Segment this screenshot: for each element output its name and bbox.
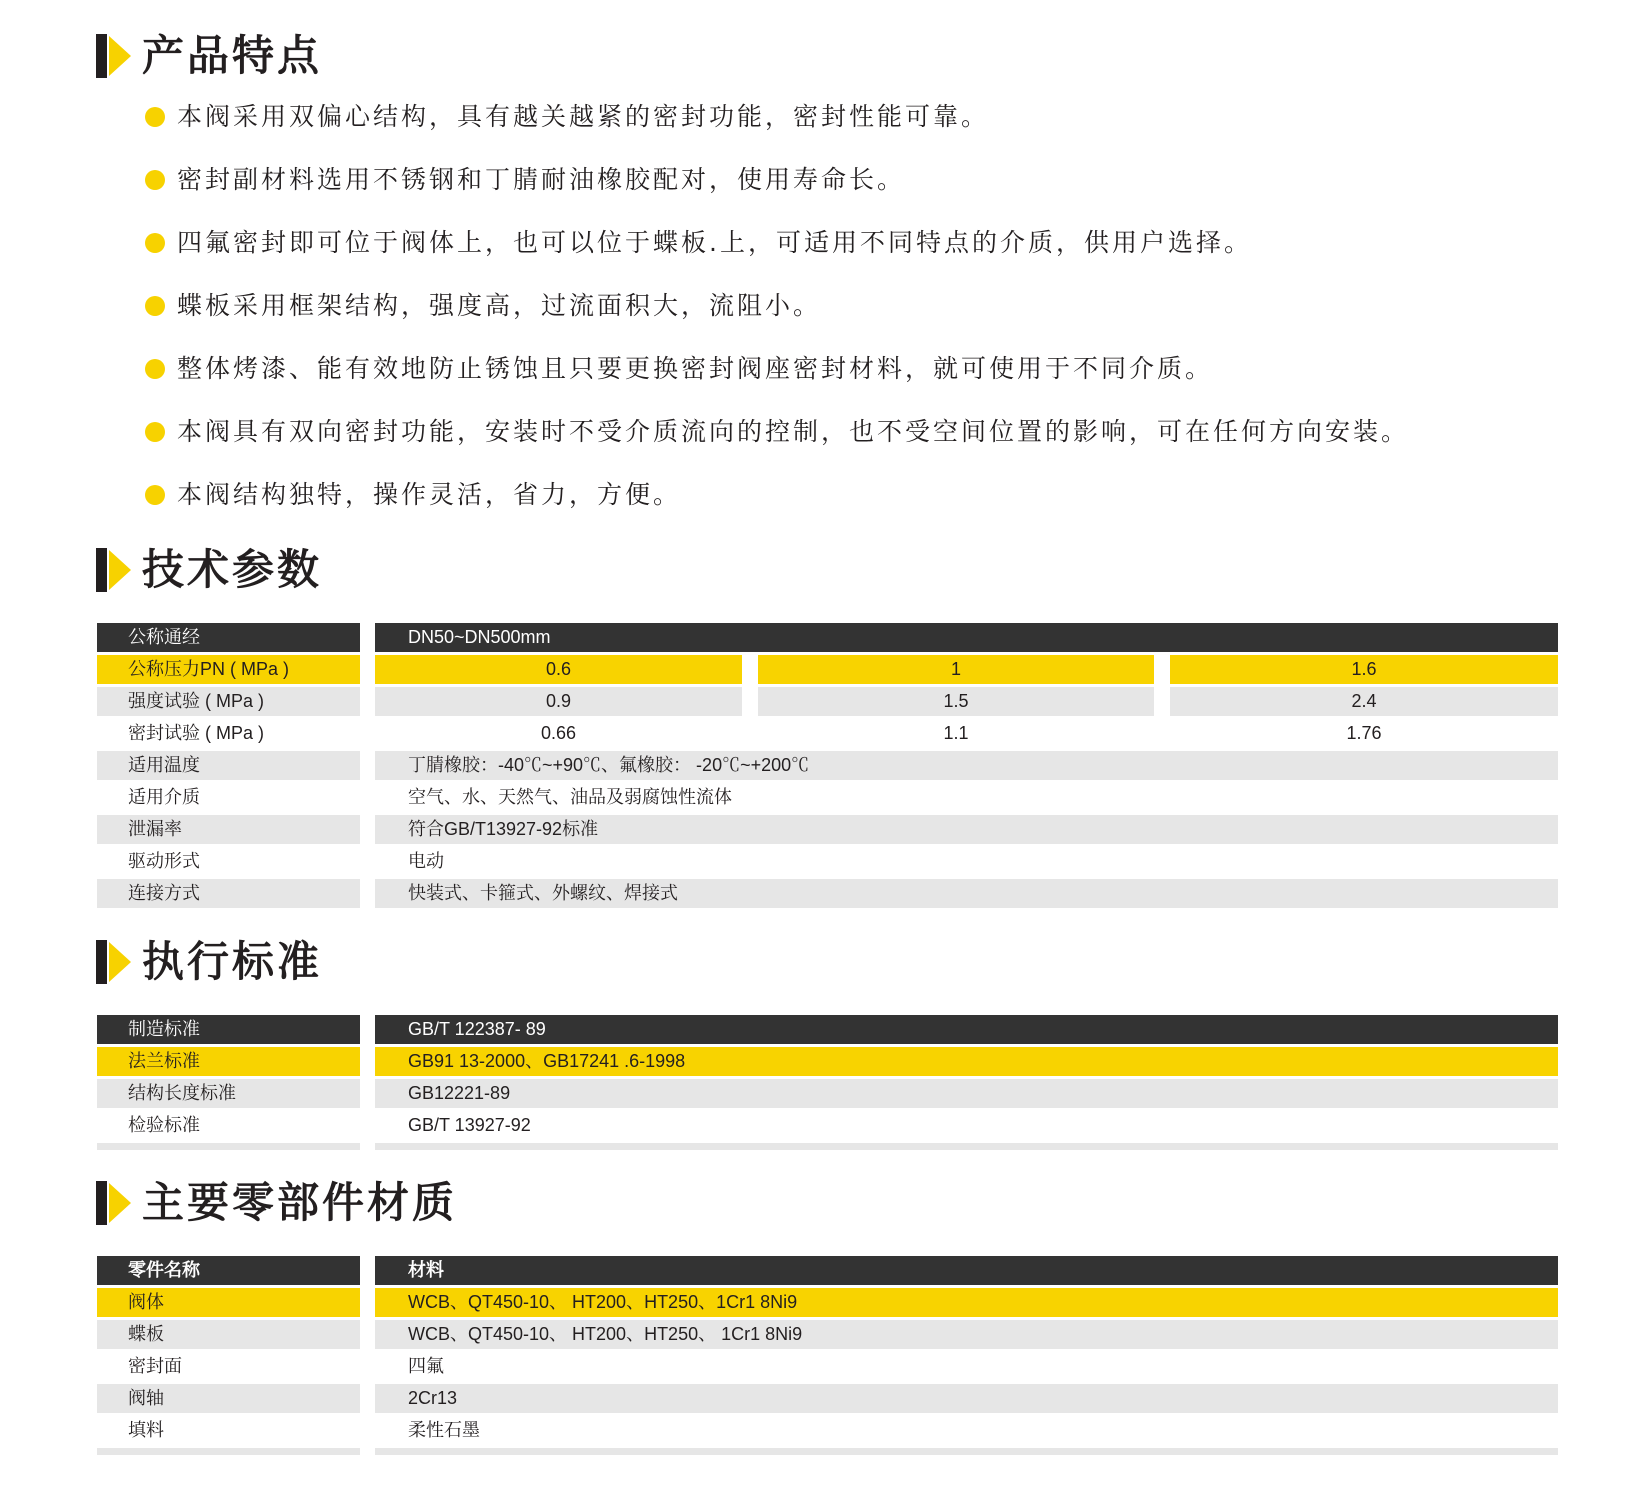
table-row bbox=[97, 687, 1558, 719]
feature-item bbox=[145, 159, 1409, 222]
table-row bbox=[97, 1384, 1558, 1416]
table-row bbox=[97, 1047, 1558, 1079]
section-marker-icon bbox=[96, 34, 136, 78]
feature-item bbox=[145, 96, 1409, 159]
features-list bbox=[145, 96, 1409, 537]
param-value-pn-col1: 0.6 bbox=[375, 655, 742, 684]
part-material: WCB、QT450-10、 HT200、HT250、 1Cr1 8Ni9 bbox=[375, 1320, 1558, 1349]
part-material: 柔性石墨 bbox=[375, 1416, 1558, 1445]
param-label: 连接方式 bbox=[97, 879, 360, 908]
feature-item bbox=[145, 285, 1409, 348]
table-row bbox=[97, 751, 1558, 783]
param-value-col3: 1.76 bbox=[1170, 719, 1558, 748]
table-row bbox=[97, 1288, 1558, 1320]
part-name: 蝶板 bbox=[97, 1320, 360, 1349]
feature-item bbox=[145, 222, 1409, 285]
param-value-pn-col2: 1 bbox=[758, 655, 1154, 684]
part-name: 阀轴 bbox=[97, 1384, 360, 1413]
bullet-icon bbox=[145, 485, 165, 505]
param-value: DN50~DN500mm bbox=[375, 623, 1558, 652]
feature-text: 整体烤漆、能有效地防止锈蚀且只要更换密封阀座密封材料，就可使用于不同介质。 bbox=[177, 354, 1214, 383]
param-value: 空气、水、天然气、油品及弱腐蚀性流体 bbox=[375, 783, 1558, 812]
table-row bbox=[97, 1079, 1558, 1111]
table-row bbox=[97, 1416, 1558, 1448]
table-row bbox=[97, 1320, 1558, 1352]
table-row bbox=[97, 623, 1558, 655]
feature-item bbox=[145, 348, 1409, 411]
feature-item bbox=[145, 474, 1409, 537]
table-row bbox=[97, 815, 1558, 847]
param-value-col2: 1.5 bbox=[758, 687, 1154, 716]
standard-value: GB/T 122387- 89 bbox=[375, 1015, 1558, 1044]
features-title: 产品特点 bbox=[142, 31, 323, 80]
bullet-icon bbox=[145, 296, 165, 316]
table-bottom-rule bbox=[97, 1448, 1558, 1455]
table-row bbox=[97, 719, 1558, 751]
tech-title: 技术参数 bbox=[142, 545, 323, 594]
section-marker-icon bbox=[96, 1181, 136, 1225]
materials-title: 主要零部件材质 bbox=[142, 1178, 458, 1227]
table-bottom-rule bbox=[97, 1143, 1558, 1150]
feature-item bbox=[145, 411, 1409, 474]
param-value-col1: 0.9 bbox=[375, 687, 742, 716]
feature-text: 密封副材料选用不锈钢和丁腈耐油橡胶配对，使用寿命长。 bbox=[177, 165, 906, 194]
part-material: 2Cr13 bbox=[375, 1384, 1558, 1413]
table-row bbox=[97, 847, 1558, 879]
part-name: 密封面 bbox=[97, 1352, 360, 1381]
part-material: WCB、QT450-10、 HT200、HT250、1Cr1 8Ni9 bbox=[375, 1288, 1558, 1317]
param-label: 泄漏率 bbox=[97, 815, 360, 844]
section-marker-icon bbox=[96, 548, 136, 592]
feature-text: 蝶板采用框架结构，强度高，过流面积大，流阻小。 bbox=[177, 291, 822, 320]
bullet-icon bbox=[145, 422, 165, 442]
section-marker-icon bbox=[96, 940, 136, 984]
header-material: 材料 bbox=[375, 1256, 1558, 1285]
param-value-pn-col3: 1.6 bbox=[1170, 655, 1558, 684]
header-part-name: 零件名称 bbox=[97, 1256, 360, 1285]
table-header-row bbox=[97, 1256, 1558, 1288]
param-value-col2: 1.1 bbox=[758, 719, 1154, 748]
feature-text: 四氟密封即可位于阀体上，也可以位于蝶板.上，可适用不同特点的介质，供用户选择。 bbox=[177, 228, 1252, 257]
standard-label: 法兰标准 bbox=[97, 1047, 360, 1076]
param-label: 公称通经 bbox=[97, 623, 360, 652]
standard-label: 检验标准 bbox=[97, 1111, 360, 1140]
param-label: 公称压力PN ( MPa ) bbox=[97, 655, 360, 684]
materials-table bbox=[97, 1256, 1558, 1455]
table-row bbox=[97, 655, 1558, 687]
param-value-col3: 2.4 bbox=[1170, 687, 1558, 716]
part-name: 填料 bbox=[97, 1416, 360, 1445]
param-label: 驱动形式 bbox=[97, 847, 360, 876]
tech-section-heading bbox=[96, 544, 322, 596]
features-section-heading bbox=[96, 30, 322, 82]
standard-value: GB/T 13927-92 bbox=[375, 1111, 1558, 1140]
table-row bbox=[97, 1352, 1558, 1384]
table-row bbox=[97, 783, 1558, 815]
bullet-icon bbox=[145, 233, 165, 253]
materials-section-heading bbox=[96, 1177, 457, 1229]
param-label: 强度试验 ( MPa ) bbox=[97, 687, 360, 716]
table-row bbox=[97, 1015, 1558, 1047]
feature-text: 本阀采用双偏心结构，具有越关越紧的密封功能，密封性能可靠。 bbox=[177, 102, 990, 131]
param-value: 丁腈橡胶：-40℃~+90℃、氟橡胶： -20℃~+200℃ bbox=[375, 751, 1558, 780]
tech-params-table bbox=[97, 623, 1558, 911]
bullet-icon bbox=[145, 170, 165, 190]
feature-text: 本阀结构独特，操作灵活，省力，方便。 bbox=[177, 480, 682, 509]
feature-text: 本阀具有双向密封功能，安装时不受介质流向的控制，也不受空间位置的影响，可在任何方向安装。 bbox=[177, 417, 1410, 446]
standards-title: 执行标准 bbox=[142, 937, 323, 986]
param-label: 适用介质 bbox=[97, 783, 360, 812]
standards-table bbox=[97, 1015, 1558, 1150]
param-value: 快装式、卡箍式、外螺纹、焊接式 bbox=[375, 879, 1558, 908]
bullet-icon bbox=[145, 107, 165, 127]
bullet-icon bbox=[145, 359, 165, 379]
part-name: 阀体 bbox=[97, 1288, 360, 1317]
param-label: 适用温度 bbox=[97, 751, 360, 780]
param-value-col1: 0.66 bbox=[375, 719, 742, 748]
table-row bbox=[97, 879, 1558, 911]
standard-label: 结构长度标准 bbox=[97, 1079, 360, 1108]
param-label: 密封试验 ( MPa ) bbox=[97, 719, 360, 748]
part-material: 四氟 bbox=[375, 1352, 1558, 1381]
param-value: 符合GB/T13927-92标准 bbox=[375, 815, 1558, 844]
standard-label: 制造标准 bbox=[97, 1015, 360, 1044]
standards-section-heading bbox=[96, 936, 322, 988]
table-row bbox=[97, 1111, 1558, 1143]
standard-value: GB91 13-2000、GB17241 .6-1998 bbox=[375, 1047, 1558, 1076]
standard-value: GB12221-89 bbox=[375, 1079, 1558, 1108]
param-value: 电动 bbox=[375, 847, 1558, 876]
